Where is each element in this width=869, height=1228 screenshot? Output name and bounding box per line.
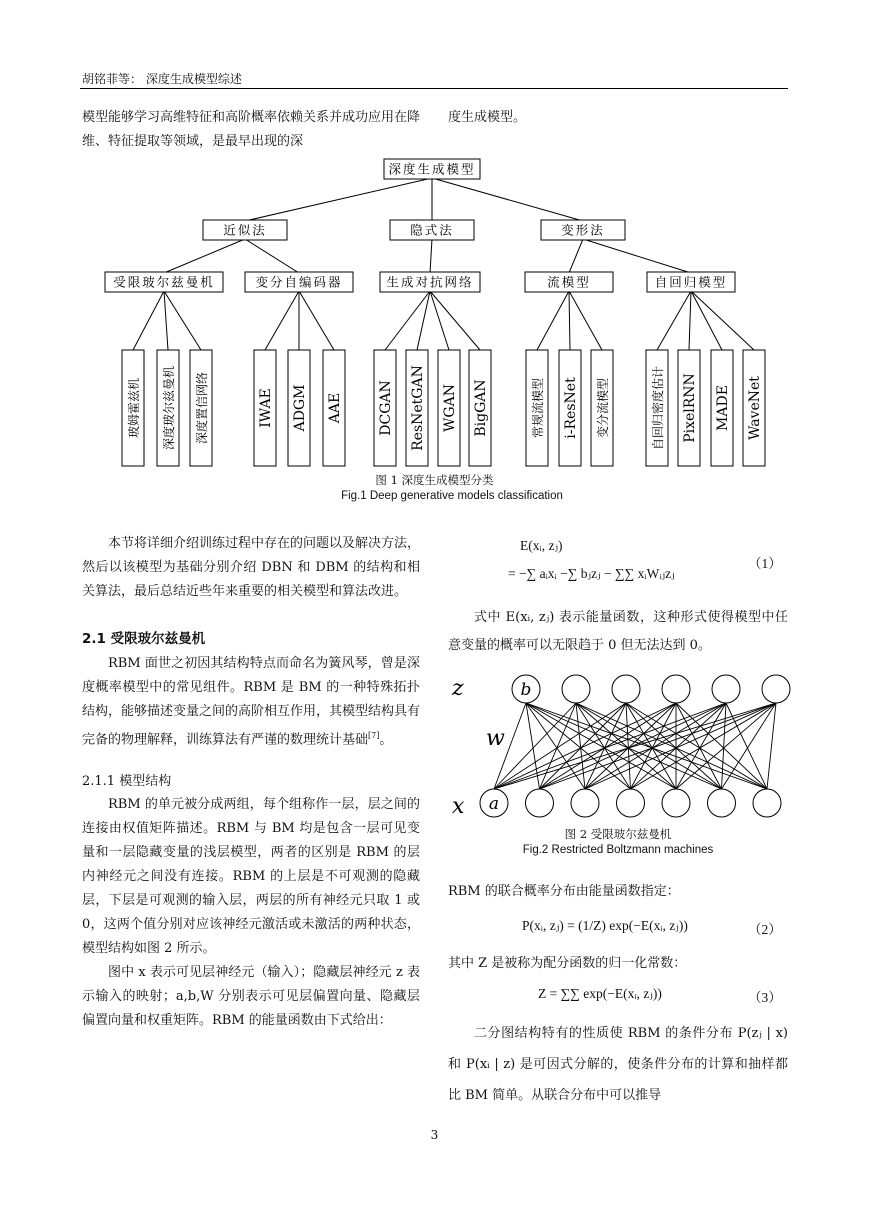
visible-unit — [571, 789, 599, 817]
leaf-model-box — [406, 350, 428, 466]
svg-text:MADE: MADE — [715, 385, 731, 431]
figure2-caption-en: Fig.2 Restricted Boltzmann machines — [522, 844, 714, 856]
visible-unit — [708, 789, 736, 817]
partition-paragraph: 其中 Z 是被称为配分函数的归一化常数： — [448, 956, 687, 971]
leaf-model-box — [711, 350, 733, 466]
level2-box — [245, 272, 353, 292]
figure2-rbm — [440, 665, 800, 825]
svg-text:深度生成模型: 深度生成模型 — [388, 161, 476, 177]
leaf-model-box — [559, 350, 581, 466]
conditional-paragraph: 二分图结构特有的性质使 RBM 的条件分布 P(zⱼ | x) 和 P(xᵢ | z) 是可因式分解的，使条件分布的计算和抽样都比 BM 简单。从联合分布中可以推导 — [448, 1026, 788, 1103]
svg-text:WaveNet: WaveNet — [747, 376, 763, 440]
svg-text:近似法: 近似法 — [223, 222, 267, 238]
leaf-model-box — [190, 350, 212, 466]
section-heading-2-1: 2.1 受限玻尔兹曼机 — [82, 631, 206, 647]
tree-edge — [245, 178, 432, 221]
svg-text:PixelRNN: PixelRNN — [682, 373, 698, 443]
tree-edge — [430, 291, 480, 350]
tree-edge — [657, 291, 691, 350]
svg-text:受限玻尔兹曼机: 受限玻尔兹曼机 — [113, 274, 215, 290]
level1-box — [541, 220, 625, 240]
rbm-paragraph-2: RBM 的单元被分成两组，每个组称作一层，层之间的连接由权值矩阵描述。RBM 与 BM 均是包含一层可见变量和一层隐藏变量的浅层模型，两者的区别是 RBM 的层内神经元之间没有连接。RBM 的上层是不可观测的隐藏层，下层是可观测的输入层，两层的所有神经元只取 1 或 0，这两个值分别对应该神经元激活或未激活的两种状态，模型结构如图 2 所示。 — [82, 797, 420, 956]
svg-text:自回归模型: 自回归模型 — [654, 274, 728, 290]
leaf-model-box — [374, 350, 396, 466]
svg-text:自回归密度估计: 自回归密度估计 — [651, 365, 665, 451]
hidden-bias-node-label: b — [520, 680, 532, 700]
running-header: 胡铭菲等： 深度生成模型综述 — [82, 72, 242, 86]
level2-box — [105, 272, 223, 292]
svg-text:深度置信网络: 深度置信网络 — [195, 371, 209, 445]
leaf-model-box — [254, 350, 276, 466]
tree-edge — [133, 291, 164, 350]
label-x: x — [452, 794, 465, 819]
tree-edge — [583, 239, 691, 273]
leaf-model-box — [438, 350, 460, 466]
rbm-paragraph-1 — [82, 652, 420, 752]
tree-edge — [299, 291, 334, 350]
tree-edge — [569, 291, 570, 350]
svg-text:深度玻尔兹曼机: 深度玻尔兹曼机 — [162, 365, 176, 451]
level1-box — [203, 220, 287, 240]
rbm-paragraph-3: 图中 x 表示可见层神经元（输入）；隐藏层神经元 z 表示输入的映射；a,b,W 分别表示可见层偏置向量、隐藏层偏置向量和权重矩阵。RBM 的能量函数由下式给出： — [82, 965, 420, 1028]
rbm-edge — [540, 703, 777, 789]
tree-edge — [432, 178, 583, 221]
tree-edge — [245, 239, 299, 273]
rbm-edge — [540, 703, 727, 789]
visible-unit — [662, 789, 690, 817]
rbm-edge — [631, 703, 777, 789]
figure1-boxes — [105, 159, 765, 466]
svg-text:变分流模型: 变分流模型 — [596, 377, 610, 439]
tree-edge — [569, 291, 602, 350]
equation-3-number: （3） — [748, 990, 782, 1005]
level2-box — [647, 272, 735, 292]
level2-box — [380, 272, 480, 292]
rbm-edge — [626, 703, 722, 789]
subsection-heading-2-1-1: 2.1.1 模型结构 — [82, 774, 172, 789]
leaf-model-box — [323, 350, 345, 466]
top-left-paragraph: 模型能够学习高维特征和高阶概率依赖关系并成功应用在降维、特征提取等领域，是最早出现的深 — [82, 110, 421, 149]
svg-text:流模型: 流模型 — [547, 274, 591, 290]
visible-unit — [753, 789, 781, 817]
equation-1-number: （1） — [748, 556, 782, 571]
rbm-edge — [494, 703, 776, 789]
equation-2-number: （2） — [748, 922, 782, 937]
figure1-connectors — [133, 178, 754, 350]
equation-3: Z = ∑∑ exp(−E(xᵢ, zⱼ)) — [538, 986, 662, 1001]
leaf-model-box — [591, 350, 613, 466]
page-number: 3 — [430, 1128, 439, 1142]
tree-edge — [164, 239, 245, 273]
tree-edge — [691, 291, 722, 350]
figure1-taxonomy — [0, 0, 869, 480]
visible-unit — [526, 789, 554, 817]
intro-paragraph: 本节将详细介绍训练过程中存在的问题以及解决方法，然后以该模型为基础分别介绍 DBN 和 DBM 的结构和相关算法，最后总结近些年来重要的相关模型和算法改进。 — [82, 536, 421, 599]
equation-1-line-2: = −∑ aᵢxᵢ −∑ bⱼzⱼ − ∑∑ xᵢWᵢⱼzⱼ — [508, 566, 675, 581]
hidden-unit — [712, 675, 740, 703]
svg-text:BigGAN: BigGAN — [473, 379, 489, 437]
tree-edge — [569, 239, 583, 273]
equation-2: P(xᵢ, zⱼ) = (1/Z) exp(−E(xᵢ, zⱼ)) — [522, 918, 688, 933]
rbm-weight-edges — [494, 703, 776, 789]
rbm-edge — [631, 703, 727, 789]
figure1-caption-en: Fig.1 Deep generative models classification — [341, 490, 563, 502]
hidden-unit — [662, 675, 690, 703]
svg-text:常规流模型: 常规流模型 — [531, 377, 545, 439]
svg-text:i-ResNet: i-ResNet — [563, 377, 579, 439]
leaf-model-box — [678, 350, 700, 466]
tree-edge — [691, 291, 754, 350]
svg-text:隐式法: 隐式法 — [410, 222, 454, 238]
tree-edge — [689, 291, 691, 350]
svg-text:DCGAN: DCGAN — [378, 380, 394, 436]
energy-paragraph: 式中 E(xᵢ, zⱼ) 表示能量函数，这种形式使得模型中任意变量的概率可以无限趋于 0 但无法达到 0。 — [448, 610, 788, 653]
level1-box — [390, 220, 474, 240]
leaf-model-box — [743, 350, 765, 466]
visible-unit — [617, 789, 645, 817]
rbm-edge — [540, 703, 577, 789]
svg-text:变分自编码器: 变分自编码器 — [255, 274, 343, 290]
leaf-model-box — [646, 350, 668, 466]
svg-text:ADGM: ADGM — [292, 384, 308, 432]
rbm-edge — [722, 703, 777, 789]
visible-bias-node-label: a — [488, 794, 500, 814]
label-z: z — [452, 676, 464, 701]
svg-text:生成对抗网络: 生成对抗网络 — [386, 274, 474, 290]
top-right-paragraph: 度生成模型。 — [448, 110, 527, 125]
hidden-unit — [562, 675, 590, 703]
joint-distribution-paragraph: RBM 的联合概率分布由能量函数指定： — [448, 884, 680, 899]
leaf-model-box — [122, 350, 144, 466]
rbm-edge — [676, 703, 726, 789]
hidden-unit — [612, 675, 640, 703]
tree-edge — [164, 291, 168, 350]
tree-edge — [537, 291, 569, 350]
rbm-edge — [526, 703, 631, 789]
rbm-p1-end: 。 — [379, 732, 393, 748]
tree-edge — [265, 291, 299, 350]
svg-text:IWAE: IWAE — [258, 388, 274, 428]
label-w: w — [486, 726, 505, 751]
leaf-model-box — [288, 350, 310, 466]
figure1-caption-cn: 图 1 深度生成模型分类 — [375, 473, 494, 487]
svg-text:WGAN: WGAN — [442, 384, 458, 432]
tree-edge — [164, 291, 201, 350]
root-box-deep-generative-models — [384, 159, 480, 179]
level2-box — [525, 272, 613, 292]
hidden-unit — [762, 675, 790, 703]
svg-text:变形法: 变形法 — [561, 222, 605, 238]
rbm-p1-text: RBM 面世之初因其结构特点而命名为簧风琴，曾是深度概率模型中的常见组件。RBM 是 BM 的一种特殊拓扑结构，能够描述变量之间的高阶相互作用，其模型结构具有完备的物理解释，训练算法有严谨的数理统计基础 — [82, 656, 421, 748]
leaf-model-box — [157, 350, 179, 466]
equation-1-line-1: E(xᵢ, zⱼ) — [520, 538, 563, 553]
svg-text:玻姆霍兹机: 玻姆霍兹机 — [127, 377, 141, 439]
svg-text:AAE: AAE — [327, 392, 343, 424]
leaf-model-box — [469, 350, 491, 466]
leaf-model-box — [526, 350, 548, 466]
citation-7: [7] — [368, 731, 380, 740]
tree-edge — [430, 291, 449, 350]
tree-edge — [430, 239, 432, 273]
svg-text:ResNetGAN: ResNetGAN — [410, 365, 426, 451]
rbm-edge — [576, 703, 767, 789]
figure2-caption-cn: 图 2 受限玻尔兹曼机 — [564, 827, 672, 841]
